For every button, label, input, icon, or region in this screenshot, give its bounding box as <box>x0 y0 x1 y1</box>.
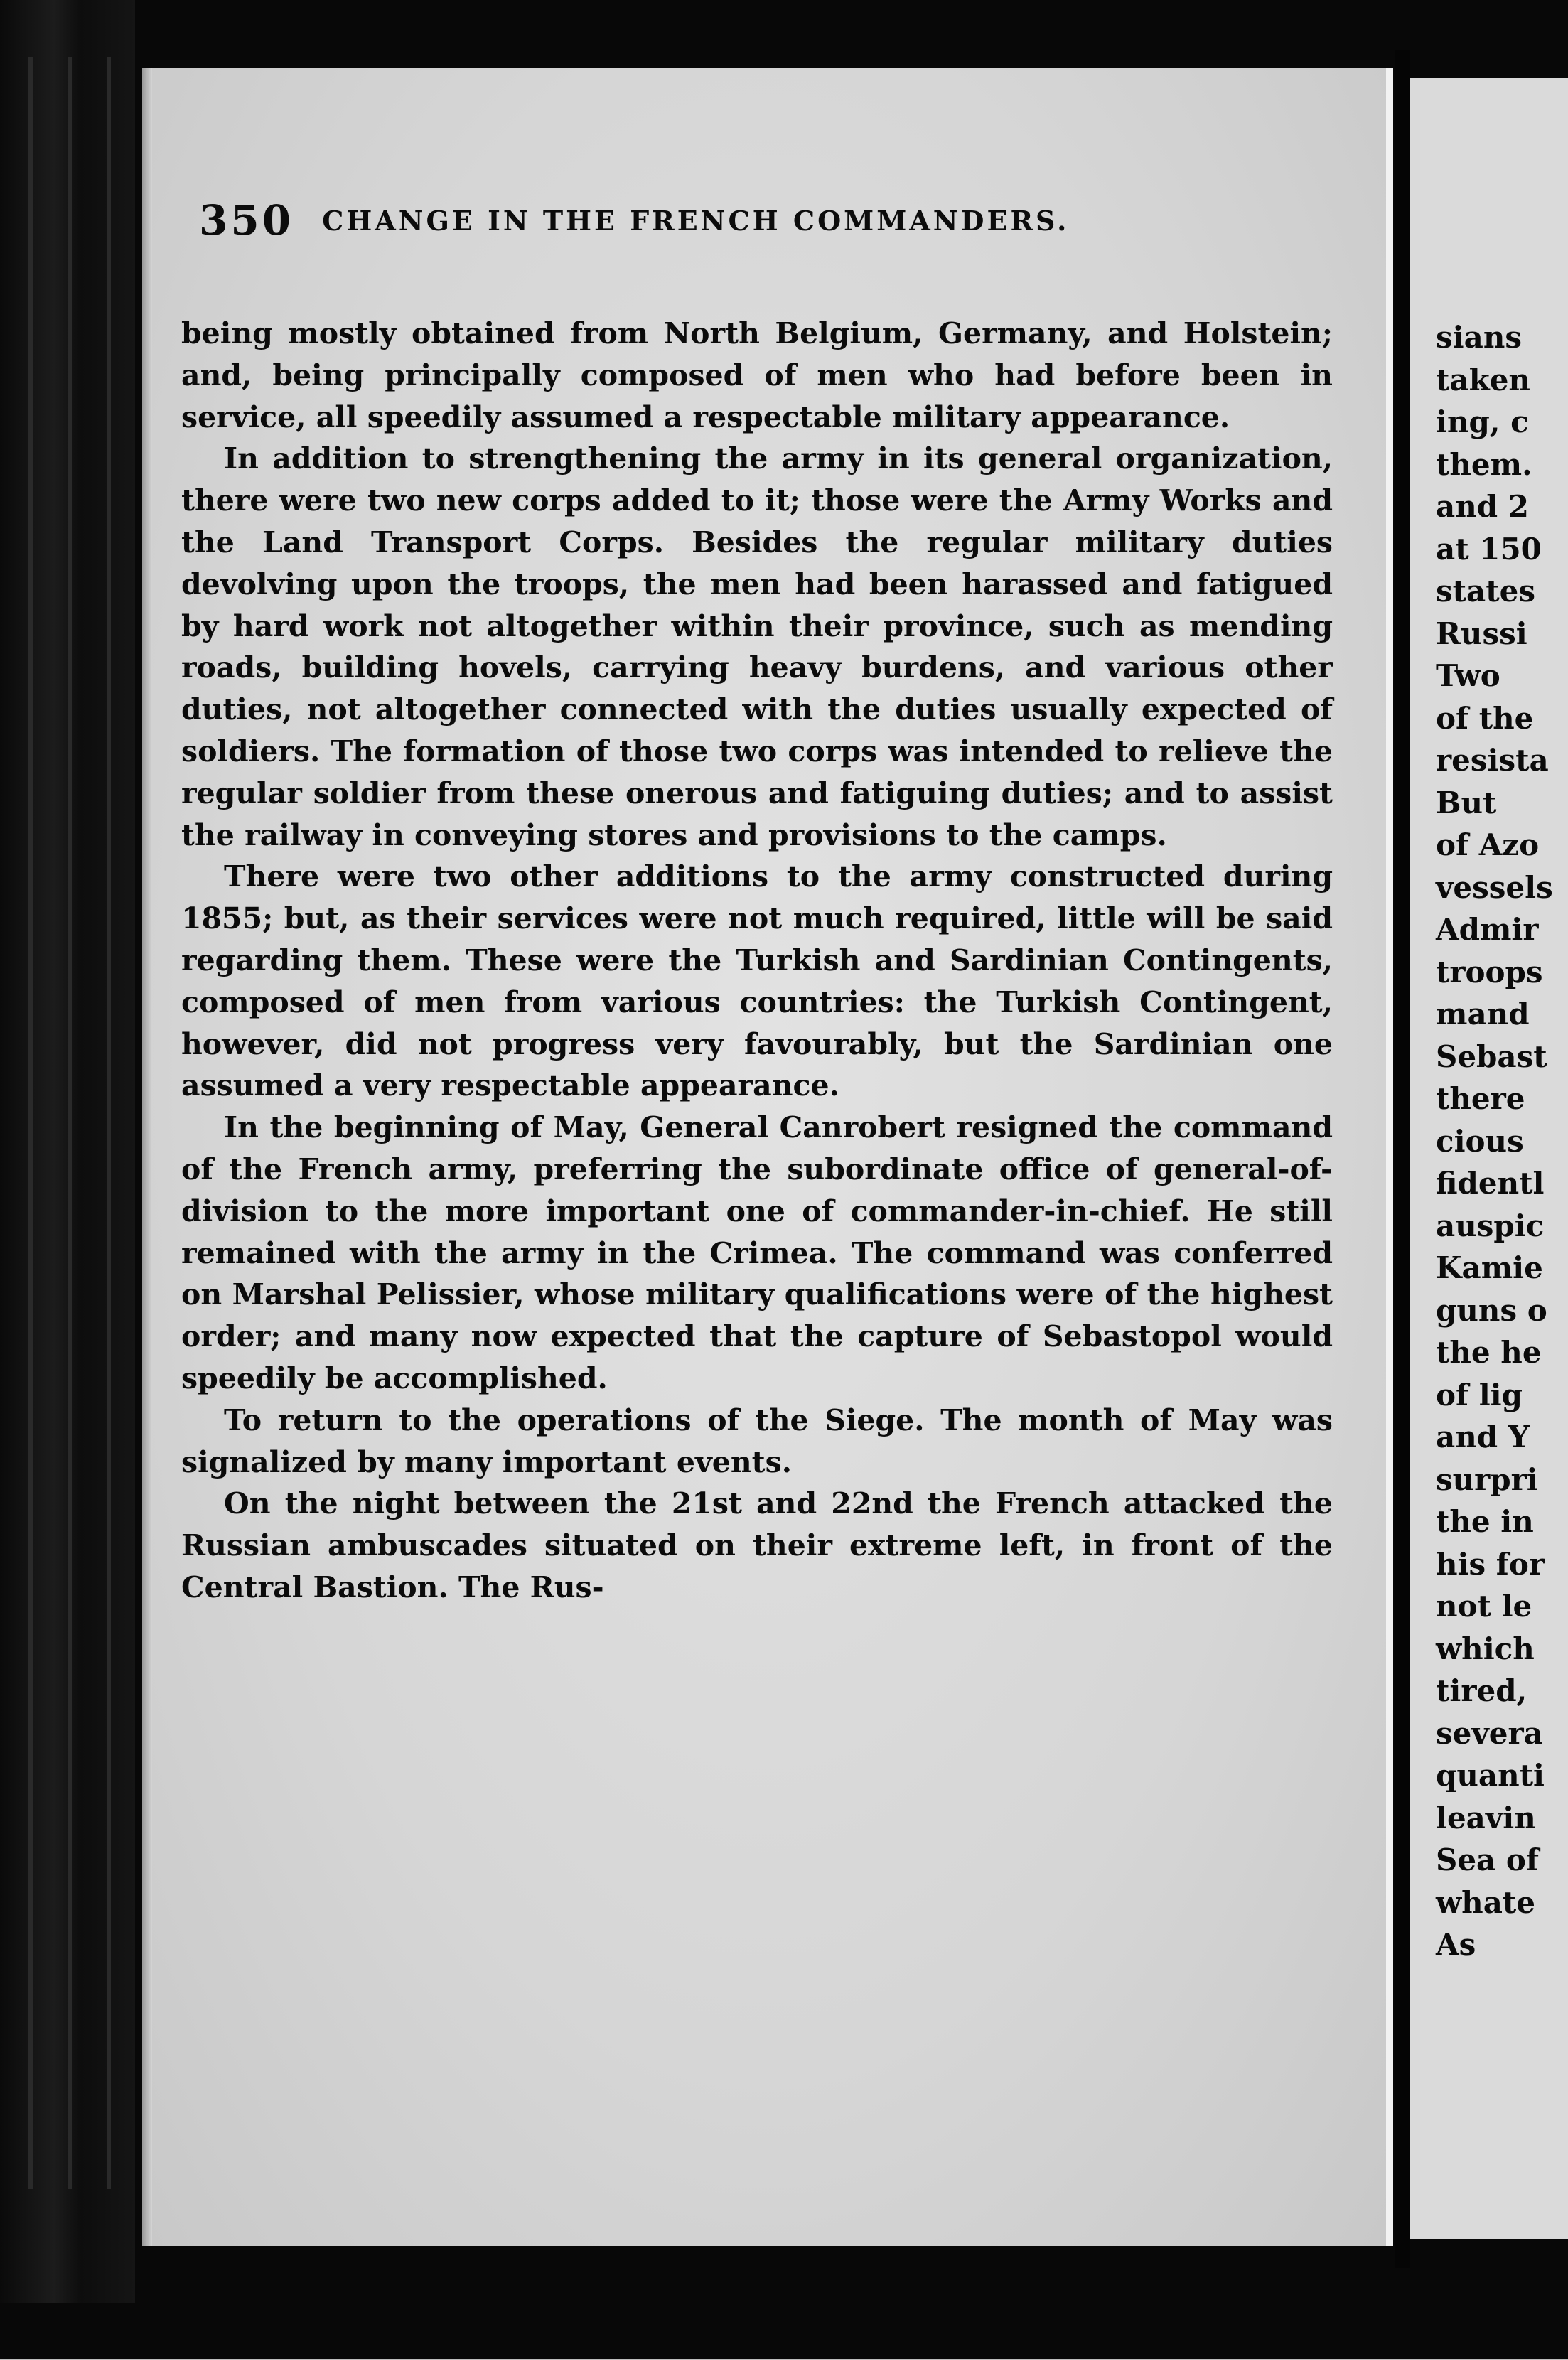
facing-line: the in <box>1436 1504 1534 1539</box>
facing-line: surpri <box>1436 1461 1538 1497</box>
facing-line: at 150 <box>1436 531 1542 567</box>
facing-line: of the <box>1436 700 1534 736</box>
facing-line: Sebast <box>1436 1039 1547 1074</box>
page-heading: CHANGE IN THE FRENCH COMMANDERS. <box>322 204 1070 237</box>
facing-line: which <box>1436 1631 1535 1666</box>
facing-line: and 2 <box>1436 489 1529 524</box>
body-text <box>181 313 1333 1609</box>
running-head <box>199 174 1237 267</box>
facing-line: not le <box>1436 1589 1532 1624</box>
facing-line: severa <box>1436 1715 1543 1751</box>
page-number: 350 <box>199 196 294 245</box>
paragraph-night-attack: On the night between the 21st and 22nd the French attacked the Russian ambuscades situated on their extreme left, in front of the Central Bastion. The Rus- <box>181 1486 1333 1604</box>
paragraph-siege: To return to the operations of the Siege. The month of May was signalized by many important events. <box>181 1402 1333 1479</box>
facing-line: Admir <box>1436 912 1539 947</box>
facing-line: But <box>1436 785 1497 820</box>
facing-line: sians <box>1436 320 1522 355</box>
facing-line: leavin <box>1436 1800 1536 1835</box>
facing-line: quanti <box>1436 1758 1545 1793</box>
facing-line: ing, c <box>1436 404 1529 439</box>
binding-edge-line <box>107 57 111 2189</box>
facing-line: the he <box>1436 1335 1542 1370</box>
facing-line: there <box>1436 1081 1525 1116</box>
facing-line: mand <box>1436 997 1530 1031</box>
facing-line: vessels <box>1436 869 1553 905</box>
paragraph-new-corps: In addition to strengthening the army in its general organization, there were two new corps added to it; those were the Army Works and the Land Transport Corps. Besides the regular military duties devolving upon the troops, the men had been harassed and fatigued by hard work not altogether within their province, such as mending roads, building hovels, carrying heavy burdens, and various other duties, not altogether connected with the duties usually expected of soldiers. The formation of those two corps was intended to relieve the regular soldier from these onerous and fatiguing duties; and to assist the railway in conveying stores and provisions to the camps. <box>181 441 1333 852</box>
facing-line: auspic <box>1436 1208 1545 1243</box>
facing-line: Two <box>1436 658 1500 693</box>
facing-line: tired, <box>1436 1673 1527 1708</box>
facing-line: resista <box>1436 743 1549 778</box>
paragraph-contingents: There were two other additions to the army constructed during 1855; but, as their services were not much required, little will be said regarding them. These were the Turkish and Sardinian Contingents, composed of men from various countries: the Turkish Contingent, however, did not progress very favourably, but the Sardinian one assumed a very respectable appearance. <box>181 859 1333 1103</box>
facing-line: his for <box>1436 1546 1545 1582</box>
facing-line: of lig <box>1436 1377 1523 1412</box>
facing-line: Sea of <box>1436 1843 1539 1877</box>
facing-page-text <box>1436 316 1553 1966</box>
paragraph-canrobert: In the beginning of May, General Canrobert resigned the command of the French army, preferring the subordinate office of general-of-division to the more important one of commander-in-chief. He still remained with the army in the Crimea. The command was conferred on Marshal Pelissier, whose military qualifications were of the highest order; and many now expected that the capture of Sebastopol would speedily be accomplished. <box>181 1110 1333 1395</box>
facing-line: taken <box>1436 362 1530 397</box>
book-binding <box>0 0 135 2303</box>
facing-line: Russi <box>1436 616 1527 651</box>
binding-edge-line <box>28 57 33 2189</box>
facing-line: states <box>1436 574 1536 608</box>
facing-line: troops <box>1436 954 1543 989</box>
paragraph-continuation: being mostly obtained from North Belgium, Germany, and Holstein; and, being principally composed of men who had before been in service, all speedily assumed a respectable military appearance. <box>181 316 1333 434</box>
facing-page <box>1410 78 1568 2239</box>
facing-line: Kamie <box>1436 1250 1543 1285</box>
facing-line: As <box>1436 1927 1476 1962</box>
page-gutter <box>1395 50 1410 2268</box>
facing-line: guns o <box>1436 1292 1547 1328</box>
page-shadow-edge <box>142 68 152 2246</box>
facing-line: of Azo <box>1436 827 1540 862</box>
facing-line: cious <box>1436 1123 1524 1159</box>
facing-line: them. <box>1436 446 1532 482</box>
facing-line: and Y <box>1436 1420 1530 1454</box>
binding-edge-line <box>68 57 72 2189</box>
facing-line: fidentl <box>1436 1166 1545 1201</box>
facing-line: whate <box>1436 1884 1536 1920</box>
